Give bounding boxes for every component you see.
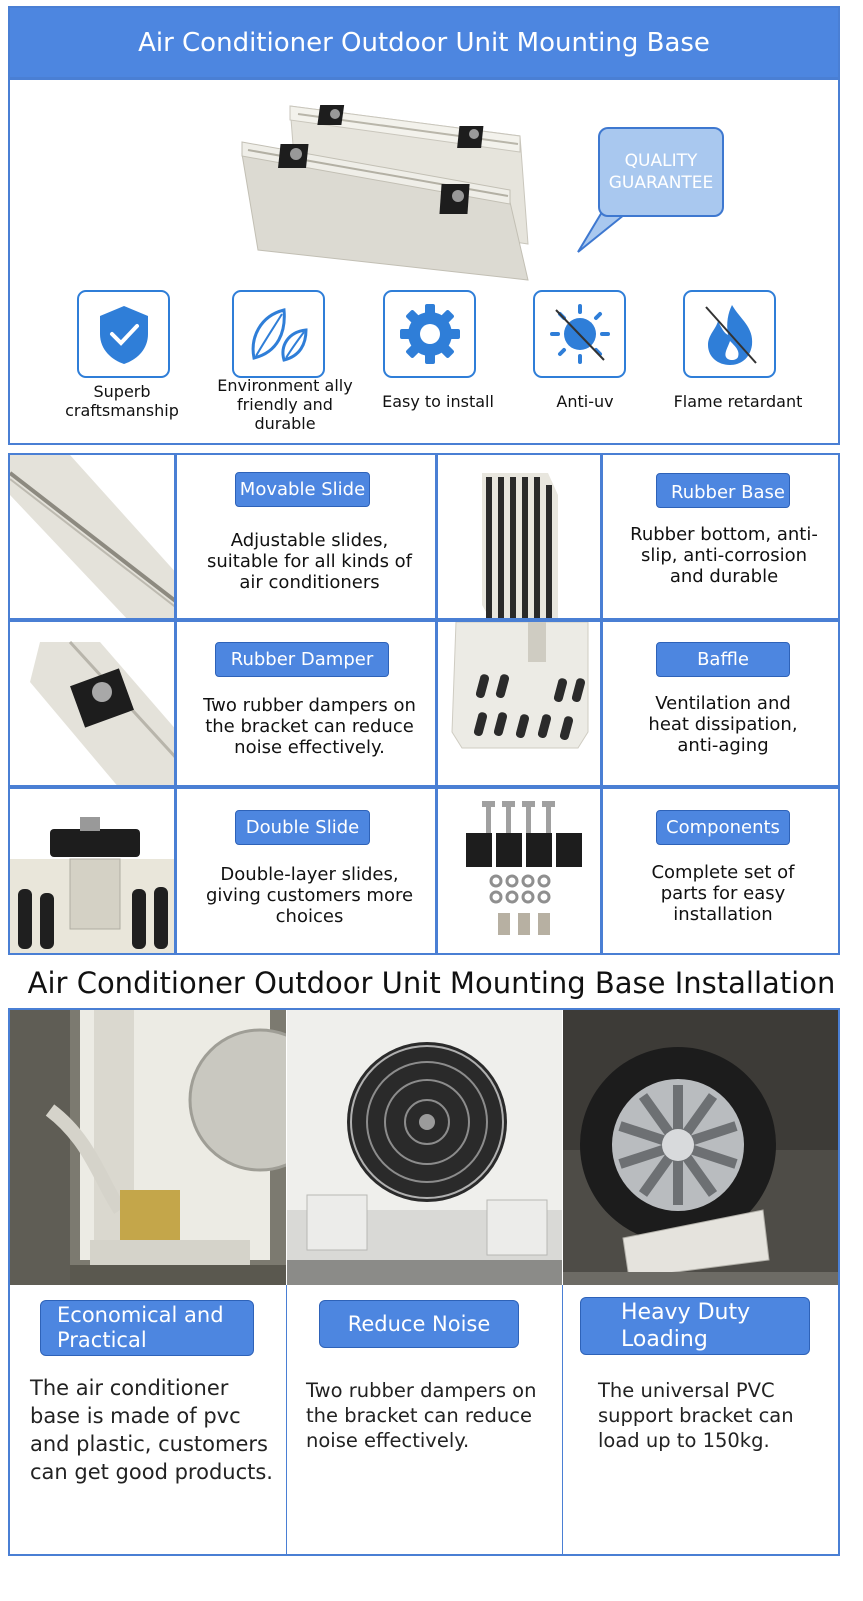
rubber-base-title: Rubber Base (656, 473, 790, 508)
feature-label-craftsmanship: Superb craftsmanship (65, 382, 179, 420)
shield-check-icon (94, 302, 154, 366)
economical-practical-title: Economical and Practical (40, 1300, 254, 1356)
detail-cell-baffle (601, 620, 840, 787)
movable-slide-image (8, 453, 176, 620)
components-title: Components (656, 810, 790, 845)
double-slide-image (8, 787, 176, 955)
quality-guarantee-bubble (598, 127, 724, 217)
detail-cell-rubber-base (601, 453, 840, 620)
baffle-image (436, 620, 602, 787)
detail-cell-components (601, 787, 840, 955)
rubber-base-image (436, 453, 602, 620)
detail-cell-movable-slide (175, 453, 437, 620)
column-divider-1 (286, 1285, 287, 1555)
rubber-base-text: Rubber bottom, anti-slip, anti-corrosion and durable (630, 524, 818, 587)
rubber-damper-title: Rubber Damper (215, 642, 389, 677)
feature-label-install: Easy to install (382, 392, 494, 411)
movable-slide-text: Adjustable slides, suitable for all kinds of air conditioners (206, 530, 413, 593)
column-divider-2 (562, 1285, 563, 1555)
double-slide-text: Double-layer slides, giving customers more choices (205, 864, 414, 927)
rubber-damper-text: Two rubber dampers on the bracket can reduce noise effectively. (203, 695, 416, 758)
movable-slide-title: Movable Slide (235, 472, 370, 507)
heavy-duty-title: Heavy Duty Loading Ability (580, 1297, 810, 1355)
rubber-damper-image (8, 620, 176, 787)
detail-cell-rubber-damper (175, 620, 437, 787)
heavy-duty-text: The universal PVC support bracket can load up to 150kg. (598, 1379, 794, 1452)
feature-icon-box-anti-uv (533, 290, 626, 378)
baffle-title: Baffle (656, 642, 790, 677)
double-slide-title: Double Slide (235, 810, 370, 845)
bubble-line-2: GUARANTEE (608, 173, 714, 193)
baffle-text: Ventilation and heat dissipation, anti-aging (648, 693, 798, 756)
reduce-noise-title: Reduce Noise (319, 1300, 519, 1348)
feature-icon-box-craftsmanship (77, 290, 170, 378)
components-image (436, 787, 602, 955)
feature-label-environment: Environment ally friendly and durable (217, 376, 353, 433)
reduce-noise-text: Two rubber dampers on the bracket can reduce noise effectively. (306, 1379, 537, 1452)
feature-icon-box-environment (232, 290, 325, 378)
components-text: Complete set of parts for easy installation (651, 862, 795, 925)
bubble-line-1: QUALITY (624, 151, 698, 171)
economical-practical-text: The air conditioner base is made of pvc and plastic, customers can get good products. (30, 1376, 273, 1484)
flame-crossed-icon (698, 301, 762, 367)
feature-label-anti-uv: Anti-uv (556, 392, 614, 411)
gear-icon (398, 302, 462, 366)
mounting-base-product-image (238, 92, 538, 287)
page-title: Air Conditioner Outdoor Unit Mounting Base (8, 6, 840, 79)
installation-photo-fan-unit (287, 1010, 562, 1285)
installation-photo-car-wheel (563, 1010, 838, 1285)
feature-icon-box-install (383, 290, 476, 378)
feature-icon-box-flame (683, 290, 776, 378)
sun-crossed-icon (548, 302, 612, 366)
installation-photo-wall-unit (10, 1010, 286, 1285)
detail-cell-double-slide (175, 787, 437, 955)
leaf-icon (244, 302, 314, 366)
installation-title: Air Conditioner Outdoor Unit Mounting Base Installation (27, 966, 836, 1000)
feature-label-flame: Flame retardant (673, 392, 803, 411)
